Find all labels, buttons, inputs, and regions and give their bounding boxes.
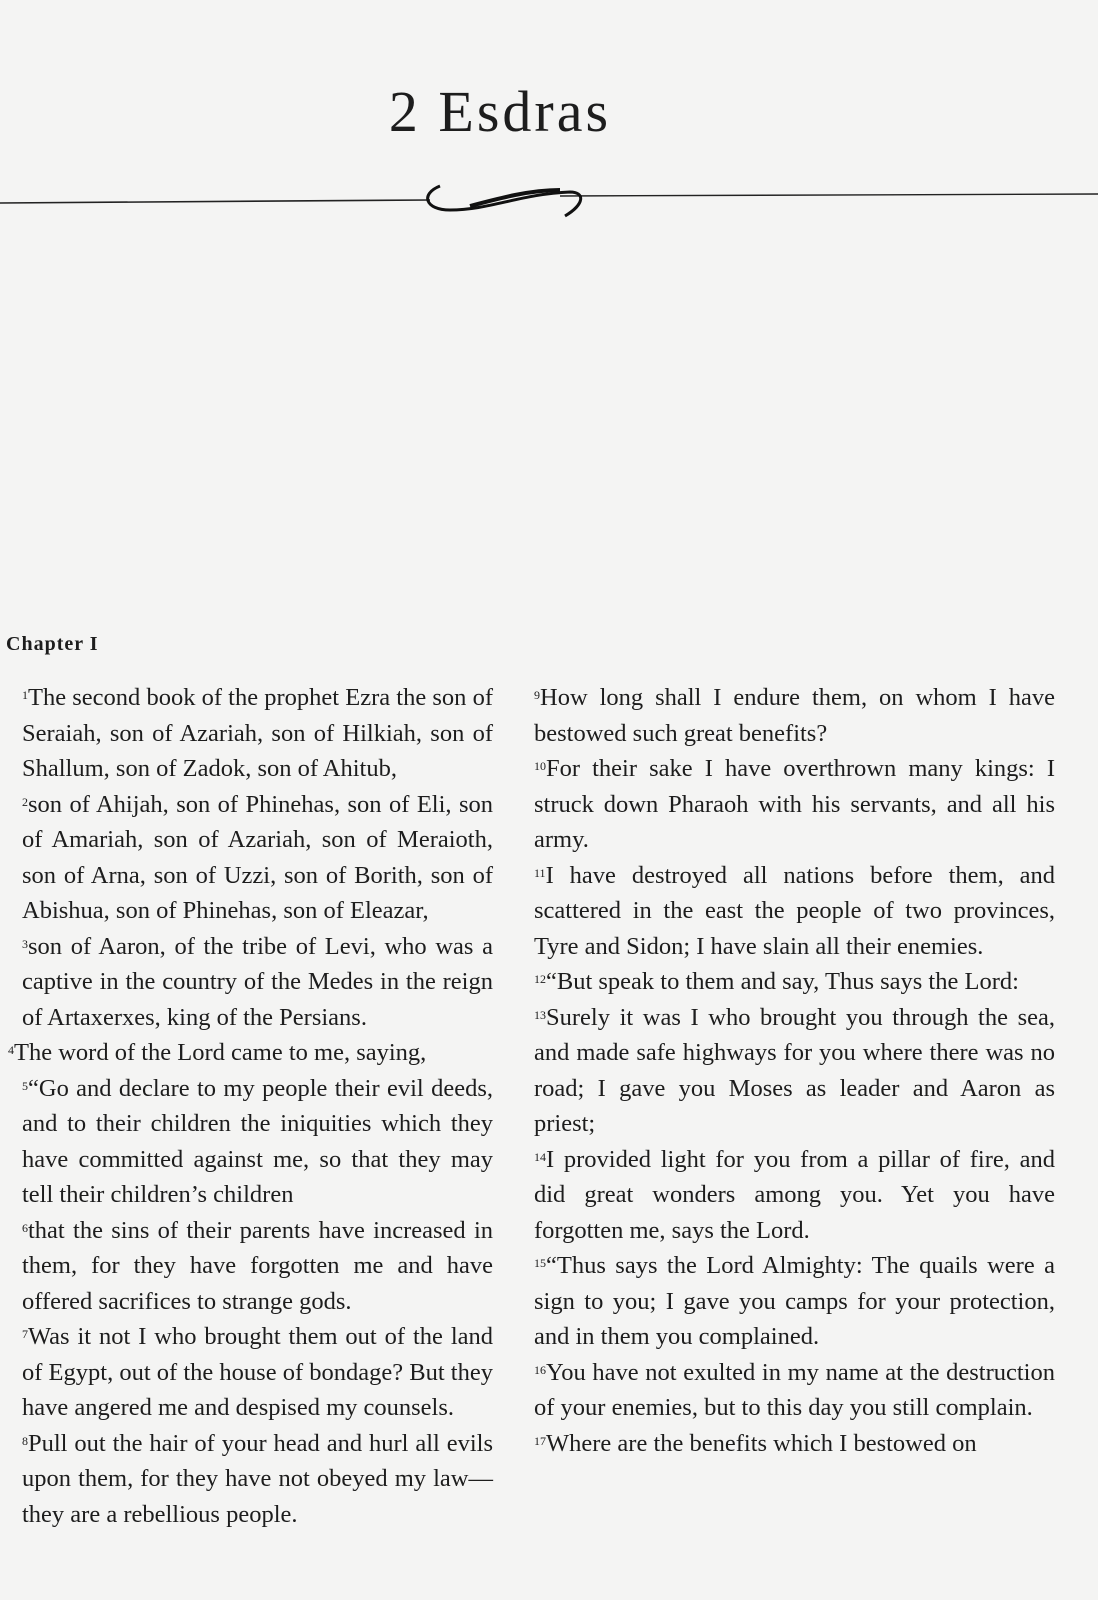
verse-number: 17 bbox=[534, 1433, 546, 1448]
verse-number: 11 bbox=[534, 865, 546, 880]
verse-text: How long shall I endure them, on whom I have bestowed such great benefits? bbox=[534, 684, 1055, 747]
verse-number: 13 bbox=[534, 1007, 546, 1022]
verse-8 bbox=[8, 1426, 493, 1533]
title-ornament-rule bbox=[0, 176, 1098, 226]
verse-16 bbox=[520, 1355, 1055, 1426]
verse-number: 3 bbox=[22, 936, 28, 951]
verse-text: Pull out the hair of your head and hurl all evils upon them, for they have not obeyed my law— they are a rebellious people. bbox=[22, 1429, 493, 1528]
verse-3 bbox=[8, 929, 493, 1036]
verse-text: son of Ahijah, son of Phinehas, son of Eli, son of Amariah, son of Azariah, son of Meraioth, son of Arna, son of Uzzi, son of Borith, son of Abishua, son of Phinehas, son of Eleazar, bbox=[22, 790, 493, 924]
verse-14 bbox=[520, 1142, 1055, 1249]
verse-number: 15 bbox=[534, 1256, 546, 1270]
verse-10 bbox=[520, 751, 1055, 858]
verse-text: The second book of the prophet Ezra the son of Seraiah, son of Azariah, son of Hilkiah, son of Shallum, son of Zadok, son of Ahitub, bbox=[22, 684, 493, 782]
verse-6 bbox=[8, 1213, 493, 1320]
right-column bbox=[520, 680, 1055, 1461]
verse-text: “Thus says the Lord Almighty: The quails were a sign to you; I gave you camps for your protection, and in them you complained. bbox=[534, 1252, 1055, 1350]
verse-number: 9 bbox=[534, 688, 540, 702]
verse-text: I provided light for you from a pillar of fire, and did great wonders among you. Yet you have forgotten me, says the Lord. bbox=[534, 1145, 1055, 1244]
verse-9 bbox=[520, 680, 1055, 751]
book-title: 2 Esdras bbox=[388, 79, 612, 144]
verse-text: Was it not I who brought them out of the land of Egypt, out of the house of bondage? But they have angered me and despised my counsels. bbox=[22, 1323, 493, 1421]
verse-7 bbox=[8, 1319, 493, 1426]
verse-text: For their sake I have overthrown many kings: I struck down Pharaoh with his servants, and all his army. bbox=[534, 755, 1055, 853]
verse-15 bbox=[520, 1248, 1055, 1355]
verse-number: 6 bbox=[22, 1220, 28, 1235]
verse-1 bbox=[8, 680, 493, 787]
verse-text: I have destroyed all nations before them, and scattered in the east the people of two provinces, Tyre and Sidon; I have slain all their enemies. bbox=[534, 861, 1055, 960]
verse-13 bbox=[520, 1000, 1055, 1142]
verse-number: 7 bbox=[22, 1327, 28, 1341]
verse-text: The word of the Lord came to me, saying, bbox=[14, 1039, 427, 1066]
verse-number: 10 bbox=[534, 759, 546, 773]
verse-11 bbox=[520, 858, 1055, 965]
verse-17 bbox=[520, 1426, 1055, 1462]
left-column bbox=[8, 680, 493, 1532]
verse-number: 12 bbox=[534, 972, 546, 986]
verse-number: 4 bbox=[8, 1043, 14, 1057]
verse-number: 8 bbox=[22, 1433, 28, 1448]
verse-text: Where are the benefits which I bestowed on bbox=[546, 1429, 977, 1457]
verse-number: 2 bbox=[22, 794, 28, 809]
verse-text: You have not exulted in my name at the destruction of your enemies, but to this day you still complain. bbox=[534, 1358, 1055, 1421]
verse-number: 1 bbox=[22, 688, 28, 702]
verse-text: Surely it was I who brought you through the sea, and made safe highways for you where there was no road; I gave you Moses as leader and Aaron as priest; bbox=[534, 1003, 1055, 1137]
verse-5 bbox=[8, 1071, 493, 1213]
verse-number: 5 bbox=[22, 1078, 28, 1093]
verse-text: son of Aaron, of the tribe of Levi, who was a captive in the country of the Medes in the reign of Artaxerxes, king of the Persians. bbox=[22, 932, 493, 1031]
verse-number: 16 bbox=[534, 1362, 546, 1377]
verse-text: “But speak to them and say, Thus says the Lord: bbox=[546, 968, 1019, 995]
verse-2 bbox=[8, 787, 493, 929]
verse-number: 14 bbox=[534, 1149, 546, 1164]
verse-4 bbox=[8, 1035, 493, 1071]
verse-text: “Go and declare to my people their evil deeds, and to their children the iniquities which they have committed against me, so that they may tell their children’s children bbox=[22, 1074, 493, 1208]
chapter-heading: Chapter I bbox=[6, 633, 99, 655]
verse-12 bbox=[520, 964, 1055, 1000]
verse-text: that the sins of their parents have increased in them, for they have forgotten me and have offered sacrifices to strange gods. bbox=[22, 1216, 493, 1315]
